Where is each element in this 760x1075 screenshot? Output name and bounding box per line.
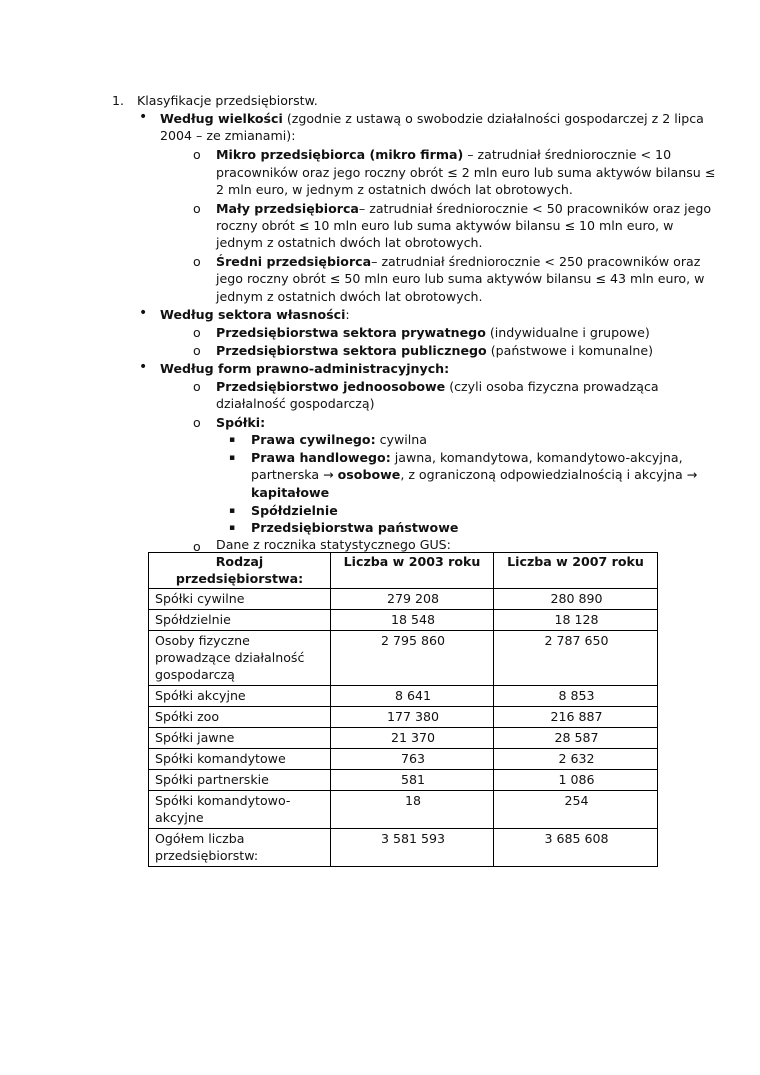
table-cell-2003: 279 208 xyxy=(331,589,494,610)
by-sector-colon: : xyxy=(345,307,350,322)
table-row xyxy=(149,610,658,631)
circle-marker-icon: o xyxy=(193,379,201,394)
by-form-label: Według form prawno-administracyjnych: xyxy=(160,361,450,376)
table-cell-2007: 3 685 608 xyxy=(494,829,658,867)
table-cell-2003: 21 370 xyxy=(331,728,494,749)
commercial-partner: partnerska → xyxy=(251,467,338,482)
commercial-label: Prawa handlowego: xyxy=(251,450,391,465)
table-header-type: Rodzaj przedsiębiorstwa: xyxy=(149,553,331,589)
table-cell-2003: 177 380 xyxy=(331,707,494,728)
circle-marker-icon: o xyxy=(193,415,201,430)
circle-marker-icon: o xyxy=(193,343,201,358)
civil-note: cywilna xyxy=(375,432,427,447)
medium-line2: jego roczny obrót ≤ 50 mln euro lub suma aktywów bilansu ≤ 43 mln euro, w xyxy=(216,271,705,286)
table-cell-2003: 581 xyxy=(331,770,494,791)
table-cell-type: Spółki komandytowo-akcyjne xyxy=(149,791,331,829)
table-row xyxy=(149,589,658,610)
micro-line3: 2 mln euro, w jednym z ostatnich dwóch lat obrotowych. xyxy=(216,182,573,197)
medium-label: Średni przedsiębiorca xyxy=(216,254,372,269)
bullet-icon: • xyxy=(139,305,148,321)
table-cell-type: Spółdzielnie xyxy=(149,610,331,631)
medium-line3: jednym z ostatnich dwóch lat obrotowych. xyxy=(216,289,483,304)
table-cell-type: Spółki akcyjne xyxy=(149,686,331,707)
commercial-text: jawna, komandytowa, komandytowo-akcyjna, xyxy=(390,450,683,465)
state-enterprises-label: Przedsiębiorstwa państwowe xyxy=(251,520,459,535)
table-cell-2007: 280 890 xyxy=(494,589,658,610)
commercial-line2 xyxy=(251,466,697,483)
table-row xyxy=(149,631,658,686)
table-cell-2003: 18 xyxy=(331,791,494,829)
table-cell-type: Spółki partnerskie xyxy=(149,770,331,791)
table-cell-2007: 8 853 xyxy=(494,686,658,707)
small-text: – zatrudniał średniorocznie < 50 pracowników oraz jego xyxy=(358,201,712,216)
table-row xyxy=(149,686,658,707)
commercial-personal: osobowe xyxy=(337,467,401,482)
coops-label: Spółdzielnie xyxy=(251,503,338,518)
bullet-icon: • xyxy=(139,109,148,125)
table-cell-type: Ogółem liczba przedsiębiorstw: xyxy=(149,829,331,867)
table-row xyxy=(149,770,658,791)
bullet-icon: • xyxy=(139,359,148,375)
private-sector-line xyxy=(216,324,650,341)
table-cell-2007: 2 787 650 xyxy=(494,631,658,686)
public-sector-line xyxy=(216,342,653,359)
table-row xyxy=(149,791,658,829)
square-bullet-icon: ▪ xyxy=(229,435,236,445)
commercial-rest: , z ograniczoną odpowiedzialnością i akcyjna → xyxy=(400,467,698,482)
micro-line2: pracowników oraz jego roczny obrót ≤ 2 mln euro lub suma aktywów bilansu ≤ xyxy=(216,165,716,180)
circle-marker-icon: o xyxy=(193,201,201,216)
micro-text: – zatrudniał średniorocznie < 10 xyxy=(463,147,672,162)
table-cell-type: Osoby fizyczne prowadzące działalność gospodarczą xyxy=(149,631,331,686)
civil-label: Prawa cywilnego: xyxy=(251,432,376,447)
table-cell-type: Spółki komandytowe xyxy=(149,749,331,770)
table-header-row xyxy=(149,553,658,589)
table-cell-type: Spółki jawne xyxy=(149,728,331,749)
small-line1 xyxy=(216,200,711,217)
table-row xyxy=(149,749,658,770)
table-cell-2003: 3 581 593 xyxy=(331,829,494,867)
table-row xyxy=(149,707,658,728)
table-header-2007: Liczba w 2007 roku xyxy=(494,553,658,589)
private-sector-label: Przedsiębiorstwa sektora prywatnego xyxy=(216,325,486,340)
table-header-2003: Liczba w 2003 roku xyxy=(331,553,494,589)
sole-note: (czyli osoba fizyczna prowadząca xyxy=(445,379,659,394)
sole-label: Przedsiębiorstwo jednoosobowe xyxy=(216,379,446,394)
list-number: 1. xyxy=(112,93,125,108)
table-cell-2007: 1 086 xyxy=(494,770,658,791)
enterprise-stats-table xyxy=(148,552,658,867)
by-size-line1 xyxy=(160,110,704,127)
table-cell-2007: 254 xyxy=(494,791,658,829)
section-title: Klasyfikacje przedsiębiorstw. xyxy=(137,93,318,108)
circle-marker-icon: o xyxy=(193,147,201,162)
commercial-capital: kapitałowe xyxy=(251,485,330,500)
table-cell-2007: 216 887 xyxy=(494,707,658,728)
small-label: Mały przedsiębiorca xyxy=(216,201,359,216)
sole-line1 xyxy=(216,378,659,395)
table-cell-2003: 763 xyxy=(331,749,494,770)
table-row xyxy=(149,829,658,867)
micro-label: Mikro przedsiębiorca (mikro firma) xyxy=(216,147,464,162)
commercial-line1 xyxy=(251,449,683,466)
square-bullet-icon: ▪ xyxy=(229,453,236,463)
table-row xyxy=(149,728,658,749)
public-sector-note: (państwowe i komunalne) xyxy=(486,343,653,358)
medium-text: – zatrudniał średniorocznie < 250 pracowników oraz xyxy=(371,254,701,269)
medium-line1 xyxy=(216,253,700,270)
circle-marker-icon: o xyxy=(193,539,201,554)
sole-line2: działalność gospodarczą) xyxy=(216,396,375,411)
small-line3: jednym z ostatnich dwóch lat obrotowych. xyxy=(216,235,483,250)
civil-line xyxy=(251,431,427,448)
table-cell-2003: 8 641 xyxy=(331,686,494,707)
by-sector-label: Według sektora własności xyxy=(160,307,346,322)
square-bullet-icon: ▪ xyxy=(229,506,236,516)
public-sector-label: Przedsiębiorstwa sektora publicznego xyxy=(216,343,487,358)
table-cell-2003: 2 795 860 xyxy=(331,631,494,686)
table-cell-2007: 18 128 xyxy=(494,610,658,631)
table-cell-2007: 2 632 xyxy=(494,749,658,770)
gus-intro: Dane z rocznika statystycznego GUS: xyxy=(216,537,451,552)
table-cell-type: Spółki zoo xyxy=(149,707,331,728)
by-size-line2: 2004 – ze zmianami): xyxy=(160,128,296,143)
companies-label: Spółki: xyxy=(216,415,266,430)
by-size-note: (zgodnie z ustawą o swobodzie działalności gospodarczej z 2 lipca xyxy=(282,111,704,126)
private-sector-note: (indywidualne i grupowe) xyxy=(485,325,650,340)
micro-line1 xyxy=(216,146,671,163)
table-cell-2007: 28 587 xyxy=(494,728,658,749)
circle-marker-icon: o xyxy=(193,325,201,340)
square-bullet-icon: ▪ xyxy=(229,523,236,533)
circle-marker-icon: o xyxy=(193,254,201,269)
by-sector-line xyxy=(160,306,350,323)
small-line2: roczny obrót ≤ 10 mln euro lub suma aktywów bilansu ≤ 10 mln euro, w xyxy=(216,218,674,233)
table-cell-2003: 18 548 xyxy=(331,610,494,631)
by-size-label: Według wielkości xyxy=(160,111,283,126)
table-cell-type: Spółki cywilne xyxy=(149,589,331,610)
